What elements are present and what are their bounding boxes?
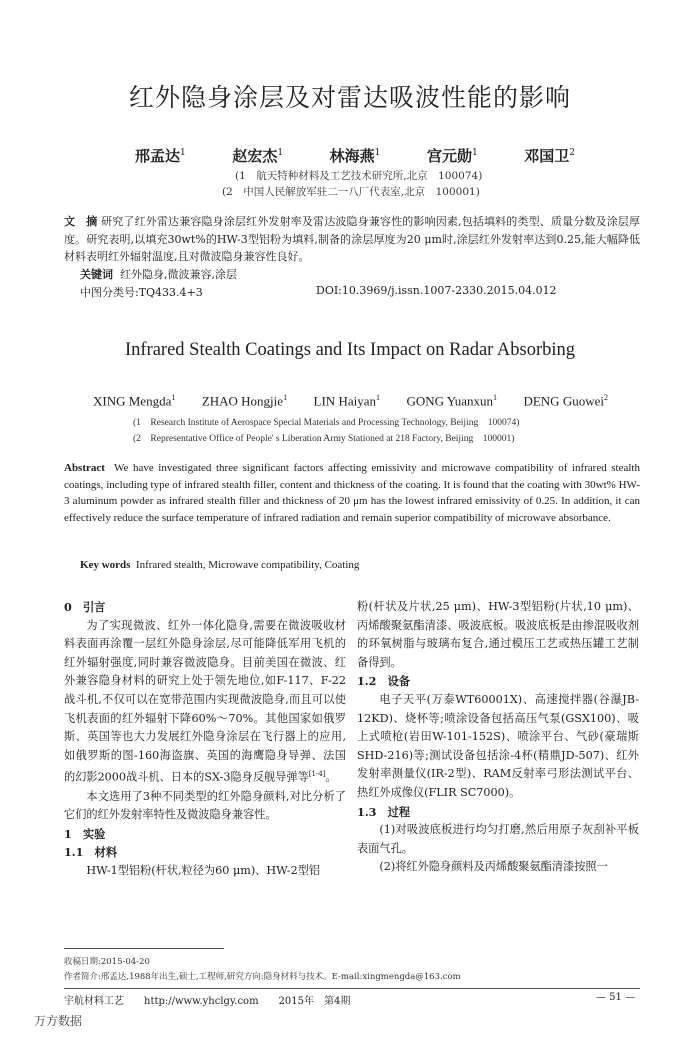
paragraph: (1)对吸波底板进行均匀打磨,然后用原子灰刮补平板表面气孔。 xyxy=(357,823,639,855)
keywords-en-label: Key words xyxy=(80,559,131,571)
footnote-divider xyxy=(64,948,224,949)
footnote-received-date: 收稿日期:2015-04-20 xyxy=(64,957,150,967)
paragraph: 粉(杆状及片状,25 μm)、HW-3型铝粉(片状,10 μm)、丙烯酸聚氨酯清漆、吸波底板。吸波底板是由掺混吸收剂的环氧树脂与玻璃布复合,通过模压工艺或热压罐工艺制备得到。 xyxy=(357,600,639,669)
authors-en xyxy=(93,393,608,409)
body-column-right xyxy=(357,598,639,877)
author-cn: 宫元勋$^1$ xyxy=(426,147,478,165)
author-en: LIN Haiyan$^1$ xyxy=(313,393,380,409)
paragraph: 本文选用了3种不同类型的红外隐身颜料,对比分析了它们的红外发射率特性及微波隐身兼容性。 xyxy=(64,789,346,822)
section-heading-equipment: 1.2 设备 xyxy=(357,674,411,689)
affiliation-cn-2: (2 中国人民解放军驻二一八厂代表室,北京 100001) xyxy=(222,186,480,198)
citation: [1-4] xyxy=(308,770,326,779)
abstract-cn xyxy=(64,213,640,266)
section-heading-experiment: 1 实验 xyxy=(64,826,106,841)
abstract-cn-label: 文 摘 xyxy=(64,215,98,228)
affiliation-cn-1: (1 航天特种材料及工艺技术研究所,北京 100074) xyxy=(235,170,483,182)
keywords-cn xyxy=(80,266,237,282)
footnote-author-bio: 作者简介:邢孟达,1988年出生,硕士,工程师,研究方向:隐身材料与技术。E-mail:xingmengda@163.com xyxy=(64,972,461,982)
page-number: — 51 — xyxy=(596,992,636,1003)
keywords-cn-text: 红外隐身,微波兼容,涂层 xyxy=(120,268,237,281)
paragraph: 电子天平(万泰WT60001X)、高速搅拌器(谷瀑JB-12KD)、烧杯等;喷涂设备包括高压气泵(GSX100)、吸上式喷枪(岩田W-101-152S)、喷涂平台、气砂(豪瑞斯SHD-216)等;测试设备包括涂-4杯(精鼎JD-507)、红外发射率测量仪(IR-2型)、RAM反射率弓形法测试平台、热红外成像仪(FLIR SC7000)。 xyxy=(357,692,639,799)
keywords-en xyxy=(80,559,359,571)
paragraph: 为了实现微波、红外一体化隐身,需要在微波吸收材料表面再涂覆一层红外隐身涂层,尽可能降低军用飞机的红外辐射强度,同时兼容微波隐身。目前美国在微波、红外兼容隐身材料的研究上处于领先地位,如F-117、F-22战斗机,不仅可以在宽带范围内实现微波隐身,而且可以使飞机表面的红外辐射下降60%～70%。其他国家如俄罗斯、英国等也大力发展红外隐身涂层在飞行器上的应用,如俄罗斯的图-160海盗旗、英国的海鹰隐身导弹、法国的幻影2000战斗机、日本的SX-3隐身反舰导弹等[1-4]。 xyxy=(64,618,346,785)
author-cn: 邓国卫$^2$ xyxy=(524,147,575,165)
author-en: ZHAO Hongjie$^1$ xyxy=(201,393,288,409)
author-en: XING Mengda$^1$ xyxy=(93,393,176,409)
footer-journal: 宇航材料工艺 http://www.yhclgy.com 2015年 第4期 xyxy=(64,996,351,1007)
authors-cn xyxy=(135,145,575,166)
doi: DOI:10.3969/j.issn.1007-2330.2015.04.012 xyxy=(316,284,557,297)
watermark: 万方数据 xyxy=(34,1014,83,1028)
author-en: GONG Yuanxun$^1$ xyxy=(406,393,497,409)
keywords-cn-label: 关键词 xyxy=(80,268,113,281)
title-cn: 红外隐身涂层及对雷达吸波性能的影响 xyxy=(128,83,571,112)
author-cn: 邢孟达$^1$ xyxy=(135,147,186,165)
section-heading-introduction: 0 引言 xyxy=(64,600,106,614)
section-heading-materials: 1.1 材料 xyxy=(64,845,118,860)
author-cn: 赵宏杰$^1$ xyxy=(232,147,284,165)
keywords-en-text: Infrared stealth, Microwave compatibility, Coating xyxy=(135,559,360,571)
affiliation-en-1: (1 Research Institute of Aerospace Special Materials and Processing Technology, Beijing 100074) xyxy=(133,418,520,428)
section-heading-process: 1.3 过程 xyxy=(357,804,411,819)
footer-divider xyxy=(64,988,640,989)
abstract-en xyxy=(64,460,640,526)
abstract-en-label: Abstract xyxy=(64,462,105,474)
body-column-left xyxy=(64,598,346,881)
author-cn: 林海燕$^1$ xyxy=(329,147,381,165)
abstract-cn-text: 研究了红外雷达兼容隐身涂层红外发射率及雷达波隐身兼容性的影响因素,包括填料的类型、质量分数及涂层厚度。研究表明,以填充30wt%的HW-3型铝粉为填料,制备的涂层厚度为20 μm时,涂层红外发射率达到0.25,能大幅降低材料表明红外辐射温度,且对微波隐身兼容性良好。 xyxy=(64,215,641,263)
abstract-en-text: We have investigated three significant factors affecting emissivity and microwave compatibility of infrared stealth coatings, including type of infrared stealth filler, content and thickness of the coating. It is found that the coating with 30wt% HW-3 aluminum powder as infrared stealth filler and thickness of 20 μm has the lowest infrared emissivity of 0.25. In addition, it can effectively reduce the surface temperature of infrared radiation and remain superior compatibility of microwave absorbance. xyxy=(64,462,640,524)
clc-number: 中图分类号:TQ433.4+3 xyxy=(80,286,203,299)
author-en: DENG Guowei$^2$ xyxy=(523,393,608,409)
paragraph: (2)将红外隐身颜料及丙烯酸聚氨酯清漆按照一 xyxy=(379,860,608,874)
title-en: Infrared Stealth Coatings and Its Impact on Radar Absorbing xyxy=(124,340,576,360)
affiliation-en-2: (2 Representative Office of People' s Liberation Army Stationed at 218 Factory, Beijing 100001) xyxy=(133,434,515,444)
paragraph: HW-1型铝粉(杆状,粒径为60 μm)、HW-2型铝 xyxy=(86,864,321,878)
